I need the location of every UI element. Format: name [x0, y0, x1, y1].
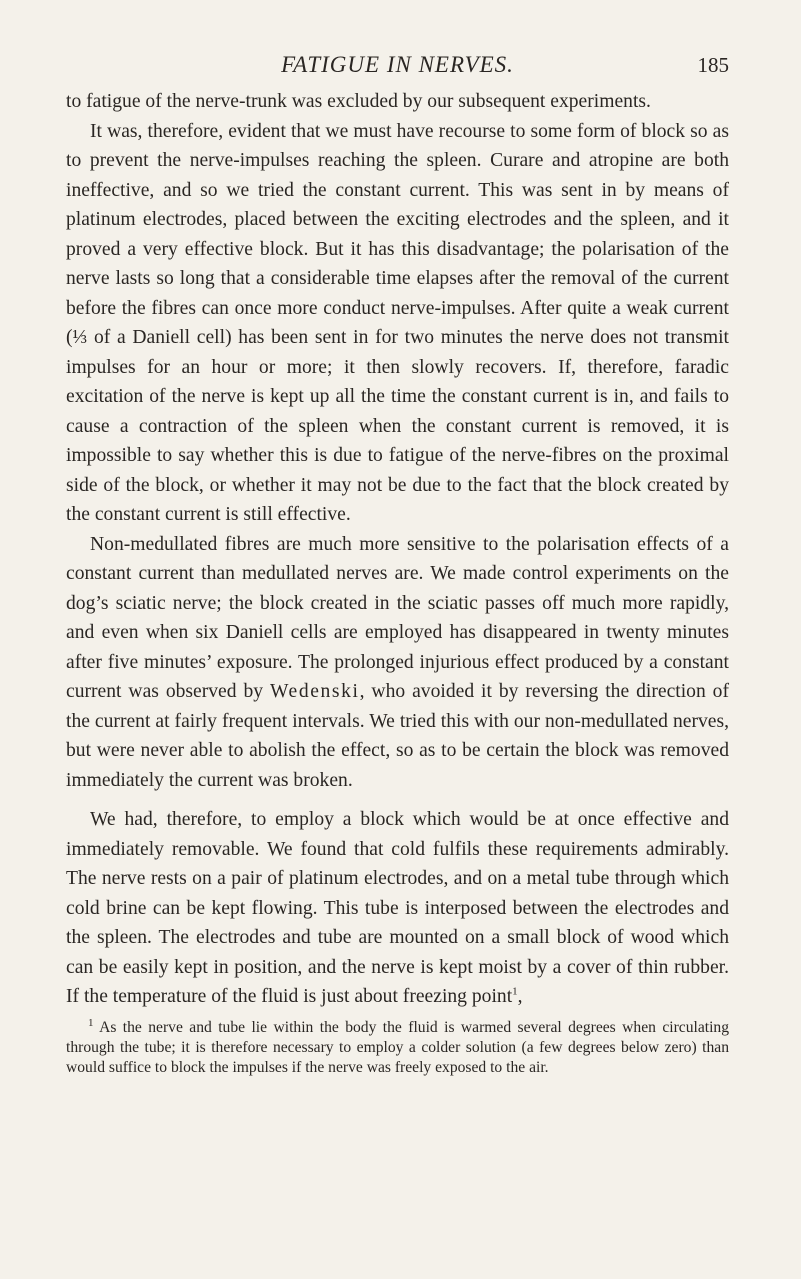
footnote-reference: 1 [512, 985, 518, 998]
page-number: 185 [697, 53, 729, 77]
paragraph-non-medullated [66, 530, 729, 796]
paragraph-text: We had, therefore, to employ a block which would be at once effective and immediately removable. We found that cold fulfils these requirements admirably. The nerve rests on a pair of platinum electrodes, and on a metal tube through which cold brine can be kept flowing. This tube is interposed between the electrodes and the spleen. The electrodes and tube are mounted on a small block of wood which can be easily kept in position, and the nerve is kept moist by a cover of thin rubber. If the temperature of the fluid is just about freezing point [66, 809, 729, 1007]
fraction: ⅓ [72, 327, 88, 348]
paragraph-text: It was, therefore, evident that we must have recourse to some form of block so as to prevent the nerve-impulses reaching the spleen. Curare and atropine are both ineffective, and so we tried the constant current. This was sent in by means of platinum electrodes, placed between the exciting electrodes and the spleen, and it proved a very effective block. But it has this disadvantage; the polarisation of the nerve lasts so long that a considerable time elapses after the removal of the current before the fibres can once more conduct nerve-impulses. After quite a weak current ( [66, 120, 729, 348]
footnote [66, 1018, 729, 1078]
paragraph-text: to fatigue of the nerve-trunk was excluded by our subsequent experiments. [66, 91, 651, 112]
paragraph-continuation [66, 87, 729, 117]
footnote-marker: 1 [88, 1016, 94, 1029]
paragraph-text: , [517, 986, 523, 1007]
footnote-text: As the nerve and tube lie within the body the fluid is warmed several degrees when circulating through the tube; it is therefore necessary to employ a colder solution (a few degrees below zero) than would suffice to block the impulses if the nerve was freely exposed to the air. [66, 1018, 729, 1076]
body-text [66, 87, 729, 1012]
paragraph-cold-block [66, 805, 729, 1012]
paragraph-block-methods [66, 117, 729, 530]
author-name: Wedenski [270, 681, 360, 702]
running-title: FATIGUE IN NERVES. [281, 52, 514, 77]
paragraph-text: Non-medullated fibres are much more sensitive to the polarisation effects of a constant current than medullated nerves are. We made control experiments on the dog’s sciatic nerve; the block created in the sciatic passes off much more rapidly, and even when six Daniell cells are employed has disappeared in twenty minutes after five minutes’ exposure. The prolonged injurious effect produced by a constant current was observed by [66, 533, 729, 702]
running-head [66, 52, 729, 86]
paragraph-text: of a Daniell cell) has been sent in for two minutes the nerve does not transmit impulses for an hour or more; it then slowly recovers. If, therefore, faradic excitation of the nerve is kept up all the time the constant current is in, and fails to cause a contraction of the spleen when the constant current is removed, it is impossible to say whether this is due to fatigue of the nerve-fibres on the proximal side of the block, or whether it may not be due to the fact that the block created by the constant current is still effective. [66, 327, 729, 525]
paragraph-text: , who avoided it by reversing the direction of the current at fairly frequent intervals. We tried this with our non-medullated nerves, but were never able to abolish the effect, so as to be certain the block was removed immediately the current was broken. [66, 681, 730, 791]
